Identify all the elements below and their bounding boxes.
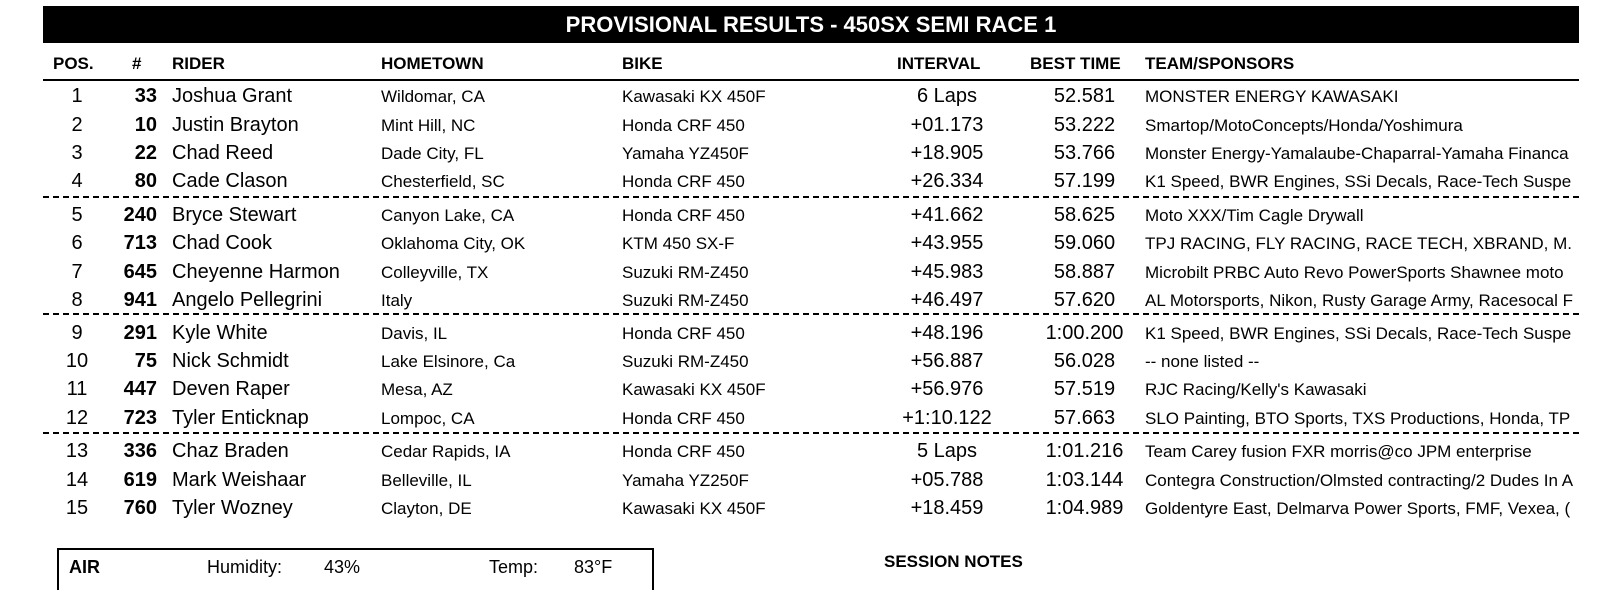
row-bike: Honda CRF 450 — [622, 206, 745, 225]
row-rider: Bryce Stewart — [172, 204, 297, 226]
air-label: AIR — [69, 557, 100, 577]
row-number: 291 — [123, 322, 157, 344]
table-row — [0, 167, 1614, 196]
row-number: 723 — [123, 407, 157, 429]
row-rider: Mark Weishaar — [172, 469, 307, 491]
row-position: 7 — [71, 261, 83, 283]
row-hometown: Italy — [381, 291, 413, 310]
table-row — [0, 286, 1614, 315]
row-position: 8 — [71, 289, 83, 311]
row-bike: Honda CRF 450 — [622, 409, 745, 428]
row-interval: +45.983 — [910, 261, 984, 283]
row-rider: Tyler Wozney — [172, 497, 293, 519]
group-divider — [43, 313, 1579, 315]
row-interval: +18.905 — [910, 142, 984, 164]
row-best-time: 57.519 — [1053, 378, 1116, 400]
row-position: 14 — [65, 469, 89, 491]
group-divider — [43, 196, 1579, 198]
table-row — [0, 404, 1614, 433]
row-position: 6 — [71, 232, 83, 254]
row-team: K1 Speed, BWR Engines, SSi Decals, Race-Tech Suspe — [1145, 172, 1572, 191]
header-hometown: HOMETOWN — [381, 54, 484, 73]
table-row — [0, 201, 1614, 230]
row-best-time: 56.028 — [1053, 350, 1116, 372]
row-team: TPJ RACING, FLY RACING, RACE TECH, XBRAND, M. — [1145, 234, 1572, 253]
row-best-time: 57.620 — [1053, 289, 1116, 311]
table-row — [0, 82, 1614, 111]
row-team: Microbilt PRBC Auto Revo PowerSports Shawnee moto — [1145, 263, 1564, 282]
row-interval: +01.173 — [910, 114, 984, 136]
row-interval: 6 Laps — [916, 85, 978, 107]
row-team: Goldentyre East, Delmarva Power Sports, FMF, Vexea, ( — [1145, 499, 1571, 518]
row-rider: Joshua Grant — [172, 85, 293, 107]
table-row — [0, 229, 1614, 258]
row-interval: 5 Laps — [916, 440, 978, 462]
row-hometown: Belleville, IL — [381, 471, 472, 490]
row-bike: Honda CRF 450 — [622, 442, 745, 461]
row-hometown: Colleyville, TX — [381, 263, 489, 282]
row-team: K1 Speed, BWR Engines, SSi Decals, Race-Tech Suspe — [1145, 324, 1572, 343]
table-row — [0, 466, 1614, 495]
row-bike: Suzuki RM-Z450 — [622, 263, 749, 282]
row-hometown: Lake Elsinore, Ca — [381, 352, 516, 371]
row-rider: Tyler Enticknap — [172, 407, 309, 429]
row-number: 10 — [134, 114, 157, 136]
header-number: # — [132, 54, 142, 73]
table-row — [0, 319, 1614, 348]
row-number: 33 — [134, 85, 157, 107]
row-best-time: 58.887 — [1053, 261, 1116, 283]
row-team: -- none listed -- — [1145, 352, 1260, 371]
row-number: 240 — [123, 204, 157, 226]
row-best-time: 59.060 — [1053, 232, 1116, 254]
row-team: RJC Racing/Kelly's Kawasaki — [1145, 380, 1367, 399]
row-bike: Honda CRF 450 — [622, 324, 745, 343]
row-bike: Honda CRF 450 — [622, 172, 745, 191]
row-hometown: Clayton, DE — [381, 499, 472, 518]
row-position: 3 — [71, 142, 83, 164]
row-rider: Deven Raper — [172, 378, 290, 400]
temp-value: 83°F — [574, 557, 613, 577]
humidity-value: 43% — [324, 557, 361, 577]
row-position: 12 — [65, 407, 89, 429]
row-position: 15 — [65, 497, 89, 519]
row-team: SLO Painting, BTO Sports, TXS Productions, Honda, TP — [1145, 409, 1571, 428]
row-position: 5 — [71, 204, 83, 226]
row-bike: Honda CRF 450 — [622, 116, 745, 135]
row-hometown: Chesterfield, SC — [381, 172, 505, 191]
row-rider: Chad Cook — [172, 232, 273, 254]
group-divider — [43, 432, 1579, 434]
table-row — [0, 347, 1614, 376]
table-row — [0, 258, 1614, 287]
row-bike: Kawasaki KX 450F — [622, 87, 766, 106]
row-interval: +46.497 — [910, 289, 984, 311]
row-best-time: 52.581 — [1053, 85, 1116, 107]
row-best-time: 53.766 — [1053, 142, 1116, 164]
row-hometown: Canyon Lake, CA — [381, 206, 515, 225]
row-team: Monster Energy-Yamalaube-Chaparral-Yamaha Financa — [1145, 144, 1569, 163]
row-position: 13 — [65, 440, 89, 462]
table-row — [0, 139, 1614, 168]
row-bike: Yamaha YZ250F — [622, 471, 749, 490]
row-best-time: 57.199 — [1053, 170, 1116, 192]
row-bike: KTM 450 SX-F — [622, 234, 735, 253]
header-rule — [43, 79, 1579, 81]
row-best-time: 1:00.200 — [1045, 322, 1124, 344]
table-row — [0, 111, 1614, 140]
row-interval: +41.662 — [910, 204, 984, 226]
row-best-time: 53.222 — [1053, 114, 1116, 136]
row-interval: +48.196 — [910, 322, 984, 344]
row-number: 645 — [123, 261, 157, 283]
row-interval: +05.788 — [910, 469, 984, 491]
row-team: AL Motorsports, Nikon, Rusty Garage Army, Racesocal F — [1145, 291, 1573, 310]
row-hometown: Lompoc, CA — [381, 409, 475, 428]
row-hometown: Oklahoma City, OK — [381, 234, 526, 253]
row-number: 22 — [134, 142, 157, 164]
row-bike: Suzuki RM-Z450 — [622, 352, 749, 371]
row-rider: Nick Schmidt — [172, 350, 289, 372]
row-number: 713 — [123, 232, 157, 254]
row-bike: Yamaha YZ450F — [622, 144, 749, 163]
row-interval: +18.459 — [910, 497, 984, 519]
row-rider: Chaz Braden — [172, 440, 289, 462]
row-rider: Angelo Pellegrini — [172, 289, 323, 311]
session-notes-heading: SESSION NOTES — [884, 552, 1023, 571]
row-hometown: Wildomar, CA — [381, 87, 485, 106]
row-interval: +26.334 — [910, 170, 984, 192]
row-hometown: Dade City, FL — [381, 144, 484, 163]
row-hometown: Cedar Rapids, IA — [381, 442, 511, 461]
row-team: Contegra Construction/Olmsted contracting/2 Dudes In A — [1145, 471, 1574, 490]
header-bike: BIKE — [622, 54, 663, 73]
temp-label: Temp: — [489, 557, 539, 577]
row-number: 447 — [123, 378, 157, 400]
row-interval: +56.887 — [910, 350, 984, 372]
row-number: 336 — [123, 440, 157, 462]
row-team: Team Carey fusion FXR morris@co JPM enterprise — [1145, 442, 1532, 461]
row-best-time: 1:01.216 — [1045, 440, 1124, 462]
row-position: 2 — [71, 114, 83, 136]
row-rider: Chad Reed — [172, 142, 274, 164]
header-interval: INTERVAL — [897, 54, 981, 73]
row-number: 760 — [123, 497, 157, 519]
row-position: 11 — [66, 378, 88, 400]
row-number: 75 — [134, 350, 157, 372]
header-best-time: BEST TIME — [1030, 54, 1121, 73]
row-interval: +43.955 — [910, 232, 984, 254]
humidity-label: Humidity: — [207, 557, 283, 577]
row-hometown: Davis, IL — [381, 324, 448, 343]
row-hometown: Mint Hill, NC — [381, 116, 476, 135]
row-interval: +56.976 — [910, 378, 984, 400]
row-team: Smartop/MotoConcepts/Honda/Yoshimura — [1145, 116, 1463, 135]
row-rider: Cade Clason — [172, 170, 288, 192]
row-rider: Kyle White — [172, 322, 268, 344]
row-team: MONSTER ENERGY KAWASAKI — [1145, 87, 1399, 106]
row-number: 619 — [123, 469, 157, 491]
table-row — [0, 494, 1614, 523]
row-bike: Kawasaki KX 450F — [622, 380, 766, 399]
results-title: PROVISIONAL RESULTS - 450SX SEMI RACE 1 — [43, 6, 1579, 43]
row-number: 80 — [134, 170, 157, 192]
row-position: 9 — [71, 322, 83, 344]
row-best-time: 1:04.989 — [1045, 497, 1124, 519]
row-rider: Justin Brayton — [172, 114, 299, 136]
row-best-time: 1:03.144 — [1045, 469, 1124, 491]
row-bike: Kawasaki KX 450F — [622, 499, 766, 518]
row-position: 4 — [71, 170, 83, 192]
header-rider: RIDER — [172, 54, 225, 73]
row-rider: Cheyenne Harmon — [172, 261, 340, 283]
row-best-time: 58.625 — [1053, 204, 1116, 226]
air-conditions-box — [57, 548, 654, 590]
table-row — [0, 437, 1614, 466]
header-pos: POS. — [53, 54, 94, 73]
row-team: Moto XXX/Tim Cagle Drywall — [1145, 206, 1364, 225]
header-team: TEAM/SPONSORS — [1145, 54, 1295, 73]
table-row — [0, 375, 1614, 404]
row-position: 10 — [65, 350, 89, 372]
row-position: 1 — [71, 85, 83, 107]
row-best-time: 57.663 — [1053, 407, 1116, 429]
row-interval: +1:10.122 — [902, 407, 992, 429]
row-hometown: Mesa, AZ — [381, 380, 453, 399]
row-bike: Suzuki RM-Z450 — [622, 291, 749, 310]
row-number: 941 — [123, 289, 157, 311]
